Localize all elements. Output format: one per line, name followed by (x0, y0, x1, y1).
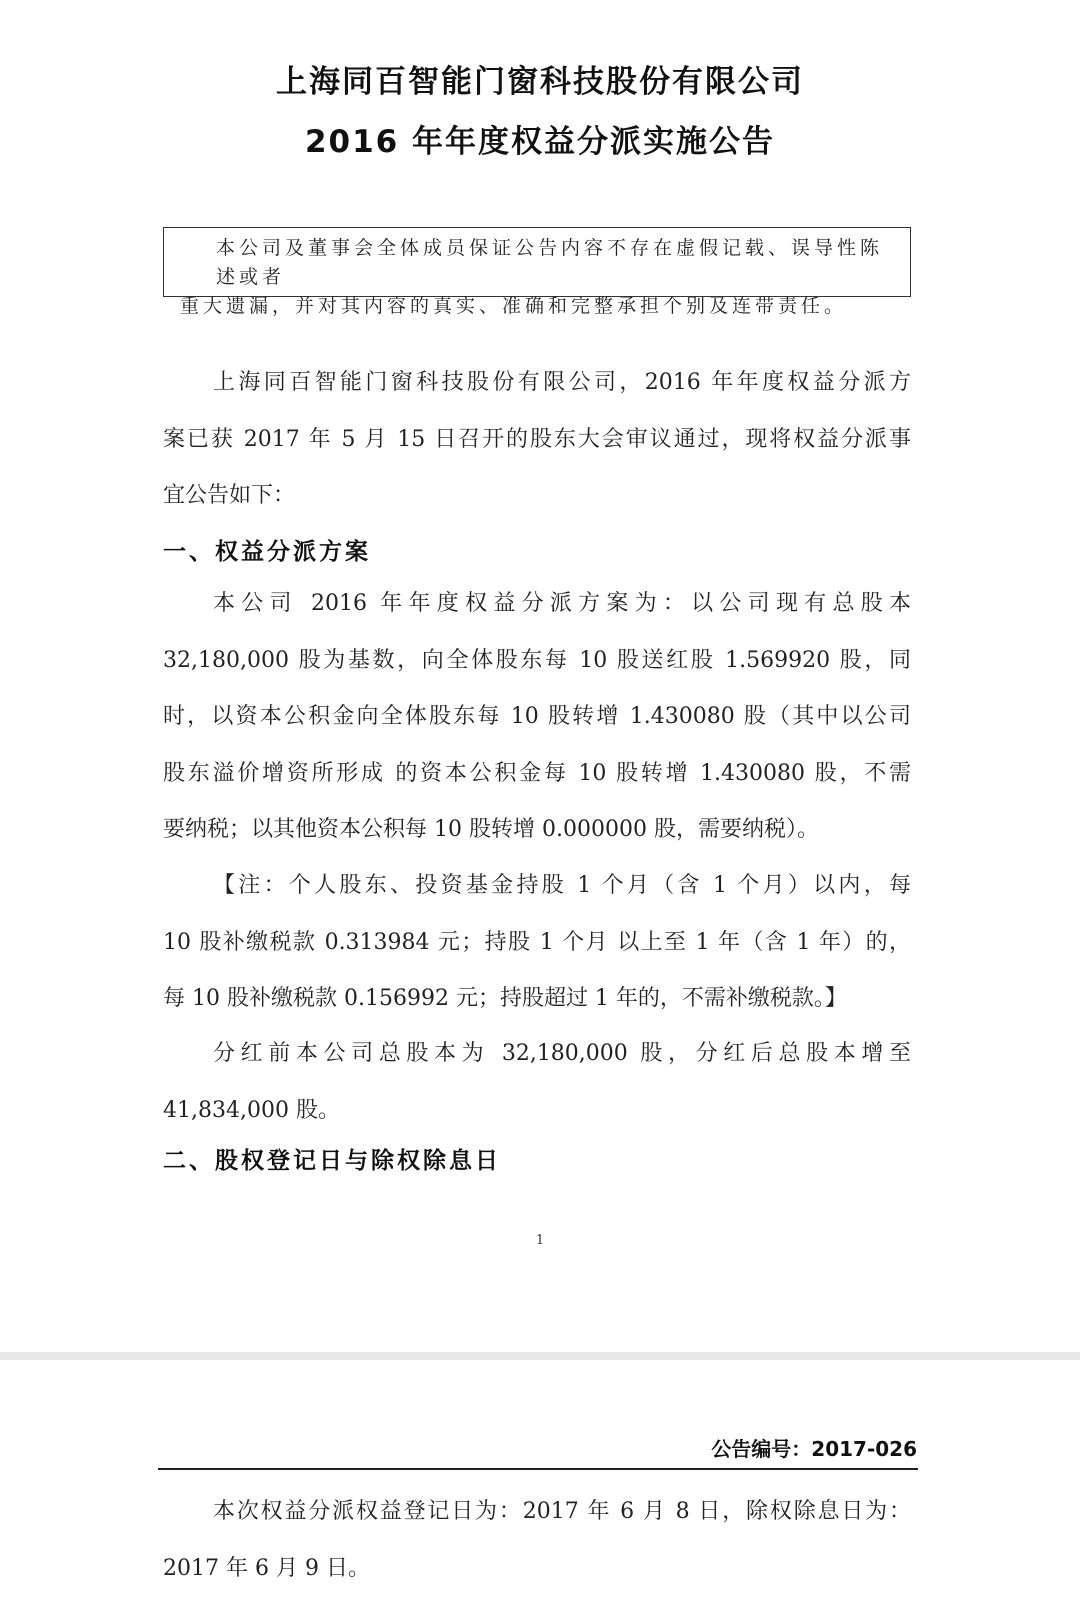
paragraph-line: 股东溢价增资所形成 的资本公积金每 10 股转增 1.430080 股，不需 (163, 760, 911, 786)
paragraph-line: 本公司 2016 年年度权益分派方案为：以公司现有总股本 (213, 591, 911, 616)
plan-paragraph (163, 576, 911, 859)
record-date-paragraph (163, 1484, 911, 1597)
paragraph-line: 10 股补缴税款 0.313984 元；持股 1 个月 以上至 1 年（含 1 年）的， (163, 929, 911, 955)
header-rule (158, 1468, 918, 1470)
paragraph-line: 上海同百智能门窗科技股份有限公司，2016 年年度权益分派方 (213, 370, 911, 395)
paragraph-line: 32,180,000 股为基数，向全体股东每 10 股送红股 1.569920 股，同 (163, 647, 911, 673)
paragraph-line: 【注：个人股东、投资基金持股 1 个月（含 1 个月）以内，每 (213, 873, 911, 898)
disclaimer-box (163, 227, 911, 317)
paragraph-line: 本次权益分派权益登记日为：2017 年 6 月 8 日，除权除息日为： (213, 1499, 911, 1524)
page-number: 1 (535, 1233, 545, 1248)
disclaimer-line: 本公司及董事会全体成员保证公告内容不存在虚假记载、误导性陈述或者 (216, 237, 884, 288)
paragraph-line: 宜公告如下： (163, 483, 296, 508)
disclaimer-line: 重大遗漏，并对其内容的真实、准确和完整承担个别及连带责任。 (180, 295, 848, 317)
document-page-2 (0, 1360, 1080, 1609)
paragraph-line: 案已获 2017 年 5 月 15 日召开的股东大会审议通过，现将权益分派事 (163, 426, 911, 452)
page-separator (0, 1352, 1080, 1360)
paragraph-line: 时，以资本公积金向全体股东每 10 股转增 1.430080 股（其中以公司 (163, 704, 911, 729)
tax-note-paragraph (163, 858, 911, 1028)
paragraph-line: 每 10 股补缴税款 0.156992 元；持股超过 1 年的，不需补缴税款。】 (163, 986, 847, 1011)
section-heading-dates: 二、股权登记日与除权除息日 (163, 1148, 501, 1174)
intro-paragraph (163, 355, 911, 525)
paragraph-line: 分红前本公司总股本为 32,180,000 股，分红后总股本增至 (213, 1041, 911, 1066)
paragraph-line: 要纳税；以其他资本公积每 10 股转增 0.000000 股，需要纳税）。 (163, 817, 819, 842)
paragraph-line: 41,834,000 股。 (163, 1097, 340, 1123)
capital-paragraph (163, 1026, 911, 1139)
section-heading-plan: 一、权益分派方案 (163, 539, 371, 565)
company-title: 上海同百智能门窗科技股份有限公司 (276, 64, 804, 100)
announcement-title: 2016 年年度权益分派实施公告 (304, 124, 776, 160)
notice-number: 公告编号：2017-026 (711, 1437, 917, 1461)
paragraph-line: 2017 年 6 月 9 日。 (163, 1555, 370, 1581)
